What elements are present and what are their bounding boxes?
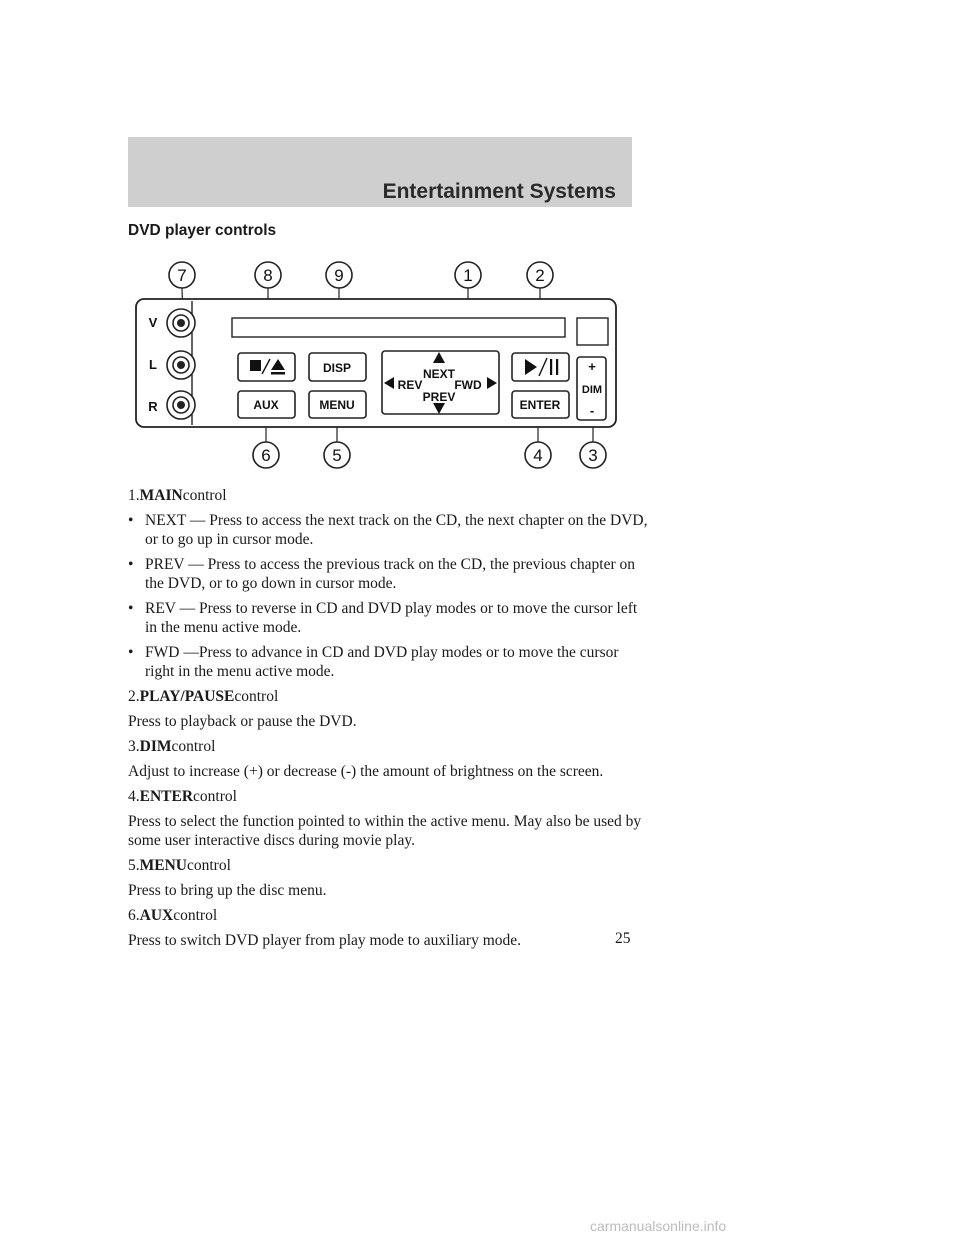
stop-eject-button[interactable] — [238, 353, 295, 381]
body-text — [128, 486, 648, 956]
page-number: 25 — [615, 930, 631, 947]
dim-plus-label: + — [588, 359, 596, 374]
stop-icon — [250, 360, 261, 371]
callout-5: 5 — [332, 446, 342, 465]
callout-7: 7 — [177, 266, 187, 285]
dim-minus-label: - — [589, 403, 595, 418]
next-label: NEXT — [422, 367, 456, 381]
item-play-pause-description: Press to playback or pause the DVD. — [128, 713, 357, 730]
header-band — [128, 137, 632, 207]
menu-label: MENU — [319, 398, 355, 412]
main-control[interactable] — [382, 351, 499, 414]
item-play-pause-heading: 2.PLAY/PAUSEcontrol — [128, 688, 279, 705]
display-window — [577, 318, 608, 345]
bullet-next: • NEXT — Press to access the next track on the CD, the next chapter on the DVD, or to go up in cursor mode. — [128, 512, 648, 548]
callout-3: 3 — [588, 446, 598, 465]
callout-9: 9 — [334, 266, 344, 285]
prev-label: PREV — [422, 390, 456, 404]
audio-right-jack[interactable] — [167, 391, 195, 419]
item-dim-heading: 3.DIMcontrol — [128, 738, 216, 755]
bullet-fwd: • FWD —Press to advance in CD and DVD play modes or to move the cursor right in the menu active mode. — [128, 644, 619, 680]
jack-label-l: L — [149, 357, 157, 372]
item-main-heading: 1.MAINcontrol — [128, 487, 227, 504]
enter-label: ENTER — [519, 398, 561, 412]
bullet-rev: • REV — Press to reverse in CD and DVD play modes or to move the cursor left in the menu active mode. — [128, 600, 638, 636]
enter-button[interactable] — [512, 391, 569, 418]
item-aux-description: Press to switch DVD player from play mode to auxiliary mode. — [128, 932, 522, 949]
jack-label-r: R — [148, 399, 158, 414]
callout-6: 6 — [261, 446, 271, 465]
dim-label: DIM — [581, 384, 603, 396]
callout-4: 4 — [533, 446, 543, 465]
item-menu-description: Press to bring up the disc menu. — [128, 882, 327, 899]
disp-button[interactable] — [309, 353, 366, 381]
item-menu-heading: 5.MENUcontrol — [128, 857, 231, 874]
page-header-title: Entertainment Systems — [382, 180, 616, 203]
aux-button[interactable] — [238, 391, 295, 418]
disc-slot — [232, 318, 565, 337]
play-pause-button[interactable] — [512, 353, 569, 381]
bullet-prev: • PREV — Press to access the previous track on the CD, the previous chapter on the DVD, or to go down in cursor mode. — [128, 556, 636, 592]
menu-button[interactable] — [309, 391, 366, 418]
section-title: DVD player controls — [128, 222, 277, 239]
callout-8: 8 — [263, 266, 273, 285]
item-aux-heading: 6.AUXcontrol — [128, 907, 218, 924]
item-dim-description: Adjust to increase (+) or decrease (-) the amount of brightness on the screen. — [128, 763, 604, 780]
item-enter-description: Press to select the function pointed to within the active menu. May also be used by some user interactive discs during movie play. — [128, 813, 642, 849]
dvd-control-panel-diagram — [128, 255, 628, 475]
callout-1: 1 — [463, 266, 473, 285]
callout-2: 2 — [535, 266, 545, 285]
item-enter-heading: 4.ENTERcontrol — [128, 788, 237, 805]
watermark[interactable]: carmanualsonline.info — [590, 1218, 727, 1234]
video-jack[interactable] — [167, 309, 195, 337]
dim-control[interactable] — [577, 357, 606, 420]
disp-label: DISP — [322, 361, 352, 375]
audio-left-jack[interactable] — [167, 351, 195, 379]
aux-label: AUX — [253, 398, 279, 412]
jack-label-v: V — [148, 315, 158, 330]
rev-label: REV — [397, 378, 423, 392]
fwd-label: FWD — [454, 378, 482, 392]
